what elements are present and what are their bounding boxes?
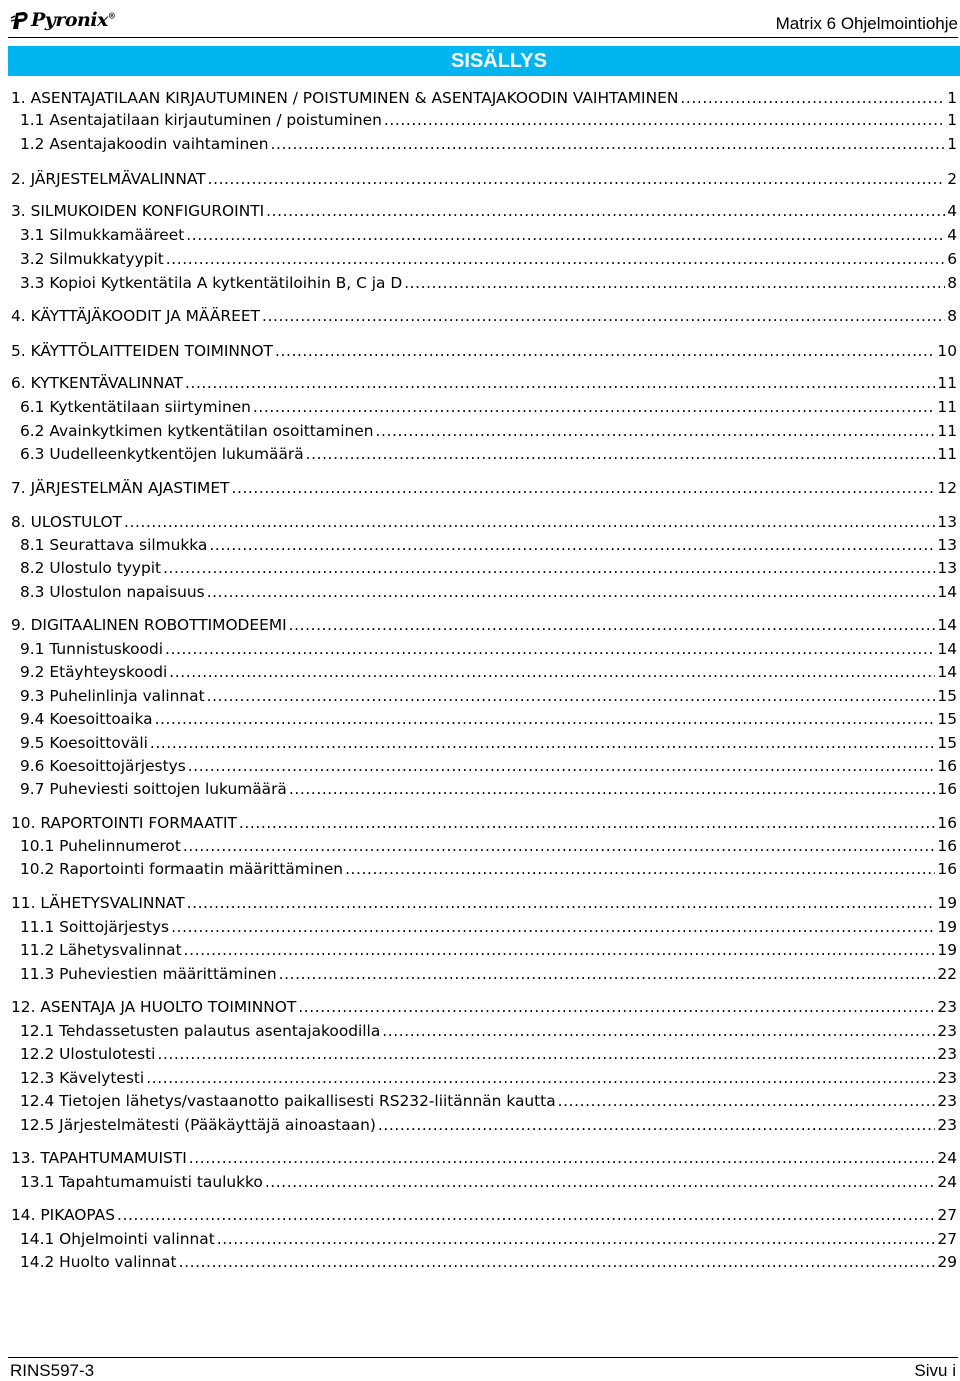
toc-entry-title: 4. KÄYTTÄJÄKOODIT JA MÄÄREET: [11, 307, 260, 325]
toc-dot-leader: [404, 272, 945, 294]
toc-entry[interactable]: [20, 534, 957, 556]
toc-entry-title: 8. ULOSTULOT: [11, 513, 122, 531]
toc-entry-page: 23: [937, 1092, 957, 1110]
toc-dot-leader: [289, 614, 936, 636]
toc-dot-leader: [289, 778, 936, 800]
toc-entry-title: 1.1 Asentajatilaan kirjautuminen / poistuminen: [20, 111, 382, 129]
toc-entry-title: 10.1 Puhelinnumerot: [20, 837, 181, 855]
toc-dot-leader: [117, 1204, 935, 1226]
toc-entry-title: 14. PIKAOPAS: [11, 1206, 115, 1224]
toc-entry-title: 12.2 Ulostulotesti: [20, 1045, 156, 1063]
toc-entry-page: 11: [937, 422, 957, 440]
toc-entry-page: 16: [937, 837, 957, 855]
toc-entry-page: 14: [937, 583, 957, 601]
toc-dot-leader: [208, 168, 946, 190]
toc-entry-page: 13: [937, 513, 957, 531]
toc-dot-leader: [345, 858, 935, 880]
toc-entry[interactable]: [11, 511, 957, 533]
toc-entry-page: 27: [937, 1206, 957, 1224]
toc-dot-leader: [188, 755, 936, 777]
toc-title-banner: [8, 46, 960, 76]
toc-entry-page: 8: [947, 274, 957, 292]
toc-entry-page: 10: [937, 342, 957, 360]
toc-entry-page: 11: [937, 374, 957, 392]
toc-entry-page: 6: [947, 250, 957, 268]
toc-entry-title: 13. TAPAHTUMAMUISTI: [11, 1149, 187, 1167]
toc-entry-page: 4: [947, 226, 957, 244]
toc-dot-leader: [262, 305, 945, 327]
toc-entry-title: 6.3 Uudelleenkytkentöjen lukumäärä: [20, 445, 304, 463]
toc-entry[interactable]: [20, 443, 957, 465]
toc-entry-title: 9.1 Tunnistuskoodi: [20, 640, 164, 658]
toc-dot-leader: [179, 1251, 936, 1273]
toc-dot-leader: [184, 939, 936, 961]
toc-entry-title: 3.3 Kopioi Kytkentätila A kytkentätiloihin B, C ja D: [20, 274, 403, 292]
toc-entry[interactable]: [20, 133, 957, 155]
toc-entry-page: 1: [947, 135, 957, 153]
toc-entry-page: 23: [937, 1116, 957, 1134]
toc-dot-leader: [217, 1228, 936, 1250]
toc-entry-page: 23: [937, 1069, 957, 1087]
toc-entry-title: 11.2 Lähetysvalinnat: [20, 941, 182, 959]
toc-entry-page: 23: [937, 998, 957, 1016]
toc-entry-title: 1. ASENTAJATILAAN KIRJAUTUMINEN / POISTUMINEN & ASENTAJAKOODIN VAIHTAMINEN: [11, 89, 679, 107]
toc-entry-page: 15: [937, 710, 957, 728]
document-code: RINS597-3: [10, 1361, 95, 1380]
toc-entry[interactable]: [11, 372, 957, 394]
footer-divider: [8, 1357, 958, 1358]
toc-dot-leader: [558, 1090, 936, 1112]
toc-entry[interactable]: [20, 1067, 957, 1089]
toc-entry[interactable]: [20, 835, 957, 857]
toc-dot-leader: [166, 248, 945, 270]
toc-entry[interactable]: [11, 1147, 957, 1169]
toc-entry[interactable]: [20, 939, 957, 961]
toc-dot-leader: [266, 200, 945, 222]
toc-entry[interactable]: [20, 1114, 957, 1136]
toc-dot-leader: [275, 340, 935, 362]
toc-dot-leader: [183, 835, 936, 857]
toc-entry-page: 15: [937, 734, 957, 752]
pyronix-logo: [10, 8, 115, 32]
toc-entry[interactable]: [20, 732, 957, 754]
toc-entry-page: 19: [937, 918, 957, 936]
toc-dot-leader: [207, 581, 936, 603]
toc-dot-leader: [298, 996, 935, 1018]
toc-entry-page: 22: [937, 965, 957, 983]
toc-entry[interactable]: [11, 168, 957, 190]
toc-entry-page: 4: [947, 202, 957, 220]
toc-entry[interactable]: [20, 1043, 957, 1065]
toc-entry-page: 16: [937, 814, 957, 832]
toc-entry-page: 13: [937, 559, 957, 577]
toc-entry[interactable]: [20, 248, 957, 270]
toc-entry-title: 11. LÄHETYSVALINNAT: [11, 894, 185, 912]
toc-dot-leader: [375, 420, 935, 442]
toc-entry-title: 12.3 Kävelytesti: [20, 1069, 145, 1087]
toc-entry-title: 9.6 Koesoittojärjestys: [20, 757, 186, 775]
toc-entry[interactable]: [20, 1251, 957, 1273]
toc-dot-leader: [270, 133, 945, 155]
toc-entry[interactable]: [20, 581, 957, 603]
toc-entry[interactable]: [20, 963, 957, 985]
toc-dot-leader: [231, 477, 935, 499]
toc-entry[interactable]: [11, 614, 957, 636]
toc-entry-page: 16: [937, 757, 957, 775]
toc-dot-leader: [207, 685, 936, 707]
toc-entry-title: 3.1 Silmukkamääreet: [20, 226, 185, 244]
toc-entry-title: 9.3 Puhelinlinja valinnat: [20, 687, 205, 705]
toc-entry-title: 12.4 Tietojen lähetys/vastaanotto paikallisesti RS232-liitännän kautta: [20, 1092, 556, 1110]
toc-entry[interactable]: [20, 1020, 957, 1042]
toc-entry-page: 14: [937, 616, 957, 634]
pyronix-emblem-icon: [10, 9, 30, 31]
toc-dot-leader: [163, 557, 935, 579]
toc-dot-leader: [189, 1147, 936, 1169]
toc-dot-leader: [185, 372, 935, 394]
toc-entry-page: 14: [937, 663, 957, 681]
toc-entry[interactable]: [20, 638, 957, 660]
toc-entry[interactable]: [20, 1090, 957, 1112]
toc-dot-leader: [186, 224, 945, 246]
toc-dot-leader: [124, 511, 935, 533]
toc-title: SISÄLLYS: [451, 50, 547, 72]
toc-dot-leader: [265, 1171, 936, 1193]
toc-entry-page: 11: [937, 398, 957, 416]
toc-entry-page: 29: [937, 1253, 957, 1271]
toc-dot-leader: [157, 1043, 935, 1065]
toc-entry-title: 3.2 Silmukkatyypit: [20, 250, 164, 268]
toc-entry-title: 8.1 Seurattava silmukka: [20, 536, 208, 554]
toc-entry[interactable]: [20, 109, 957, 131]
toc-dot-leader: [146, 1067, 935, 1089]
toc-entry[interactable]: [20, 557, 957, 579]
toc-entry-title: 9. DIGITAALINEN ROBOTTIMODEEMI: [11, 616, 287, 634]
toc-entry[interactable]: [20, 685, 957, 707]
toc-entry[interactable]: [11, 1204, 957, 1226]
toc-entry-title: 12.5 Järjestelmätesti (Pääkäyttäjä ainoastaan): [20, 1116, 376, 1134]
toc-entry-title: 7. JÄRJESTELMÄN AJASTIMET: [11, 479, 230, 497]
toc-entry[interactable]: [20, 224, 957, 246]
toc-entry[interactable]: [20, 755, 957, 777]
toc-entry-title: 12. ASENTAJA JA HUOLTO TOIMINNOT: [11, 998, 297, 1016]
toc-entry-title: 6.1 Kytkentätilaan siirtyminen: [20, 398, 251, 416]
toc-entry-title: 1.2 Asentajakoodin vaihtaminen: [20, 135, 269, 153]
toc-entry[interactable]: [20, 916, 957, 938]
toc-dot-leader: [187, 892, 936, 914]
toc-entry[interactable]: [20, 778, 957, 800]
toc-entry-title: 9.2 Etäyhteyskoodi: [20, 663, 168, 681]
toc-entry-page: 12: [937, 479, 957, 497]
toc-entry-page: 19: [937, 894, 957, 912]
toc-entry-title: 11.3 Puheviestien määrittäminen: [20, 965, 277, 983]
toc-entry-page: 8: [947, 307, 957, 325]
toc-dot-leader: [155, 708, 936, 730]
toc-dot-leader: [150, 732, 936, 754]
toc-entry-page: 14: [937, 640, 957, 658]
toc-entry-title: 3. SILMUKOIDEN KONFIGUROINTI: [11, 202, 265, 220]
header-divider: [8, 37, 958, 38]
toc-entry[interactable]: [11, 477, 957, 499]
toc-dot-leader: [239, 812, 936, 834]
page-header: [8, 2, 958, 38]
toc-dot-leader: [165, 638, 935, 660]
toc-entry-page: 2: [947, 170, 957, 188]
toc-entry-title: 2. JÄRJESTELMÄVALINNAT: [11, 170, 206, 188]
toc-entry-page: 27: [937, 1230, 957, 1248]
toc-entry-title: 9.4 Koesoittoaika: [20, 710, 153, 728]
toc-entry-page: 19: [937, 941, 957, 959]
toc-entry-title: 12.1 Tehdassetusten palautus asentajakoodilla: [20, 1022, 381, 1040]
toc-entry-title: 5. KÄYTTÖLAITTEIDEN TOIMINNOT: [11, 342, 273, 360]
toc-entry-page: 1: [947, 89, 957, 107]
toc-entry-page: 11: [937, 445, 957, 463]
toc-entry[interactable]: [20, 1171, 957, 1193]
toc-dot-leader: [382, 1020, 935, 1042]
toc-dot-leader: [384, 109, 945, 131]
toc-entry-page: 23: [937, 1045, 957, 1063]
toc-dot-leader: [253, 396, 935, 418]
document-title: Matrix 6 Ohjelmointiohje: [775, 14, 958, 33]
page-number: Sivu i: [914, 1361, 956, 1380]
toc-dot-leader: [171, 916, 935, 938]
toc-entry[interactable]: [20, 396, 957, 418]
toc-entry-title: 9.7 Puheviesti soittojen lukumäärä: [20, 780, 287, 798]
logo-wordmark: Pyronix®: [31, 9, 116, 31]
toc-entry[interactable]: [20, 1228, 957, 1250]
toc-dot-leader: [378, 1114, 936, 1136]
toc-entry[interactable]: [20, 858, 957, 880]
toc-entry-title: 11.1 Soittojärjestys: [20, 918, 170, 936]
toc-entry[interactable]: [11, 812, 957, 834]
toc-entry[interactable]: [20, 708, 957, 730]
toc-entry-page: 24: [937, 1149, 957, 1167]
toc-entry-title: 13.1 Tapahtumamuisti taulukko: [20, 1173, 263, 1191]
toc-dot-leader: [306, 443, 936, 465]
toc-entry[interactable]: [11, 340, 957, 362]
toc-entry-title: 8.3 Ulostulon napaisuus: [20, 583, 205, 601]
toc-entry-page: 16: [937, 780, 957, 798]
toc-entry-title: 9.5 Koesoittoväli: [20, 734, 148, 752]
toc-dot-leader: [680, 87, 945, 109]
toc-entry[interactable]: [11, 305, 957, 327]
toc-entry[interactable]: [11, 996, 957, 1018]
toc-entry[interactable]: [20, 661, 957, 683]
toc-entry[interactable]: [20, 272, 957, 294]
toc-entry-title: 8.2 Ulostulo tyypit: [20, 559, 162, 577]
toc-entry-title: 6. KYTKENTÄVALINNAT: [11, 374, 183, 392]
toc-entry[interactable]: [11, 87, 957, 109]
toc-entry-page: 24: [937, 1173, 957, 1191]
toc-entry-title: 14.1 Ohjelmointi valinnat: [20, 1230, 215, 1248]
toc-entry[interactable]: [11, 892, 957, 914]
toc-dot-leader: [279, 963, 936, 985]
toc-entry-title: 10. RAPORTOINTI FORMAATIT: [11, 814, 237, 832]
toc-entry-page: 16: [937, 860, 957, 878]
toc-entry-page: 23: [937, 1022, 957, 1040]
toc-dot-leader: [209, 534, 935, 556]
toc-entry-title: 6.2 Avainkytkimen kytkentätilan osoittaminen: [20, 422, 374, 440]
toc-entry-page: 15: [937, 687, 957, 705]
toc-entry-page: 1: [947, 111, 957, 129]
toc-entry[interactable]: [11, 200, 957, 222]
toc-dot-leader: [169, 661, 935, 683]
toc-entry[interactable]: [20, 420, 957, 442]
toc-entry-title: 14.2 Huolto valinnat: [20, 1253, 177, 1271]
toc-entry-page: 13: [937, 536, 957, 554]
toc-entry-title: 10.2 Raportointi formaatin määrittäminen: [20, 860, 344, 878]
